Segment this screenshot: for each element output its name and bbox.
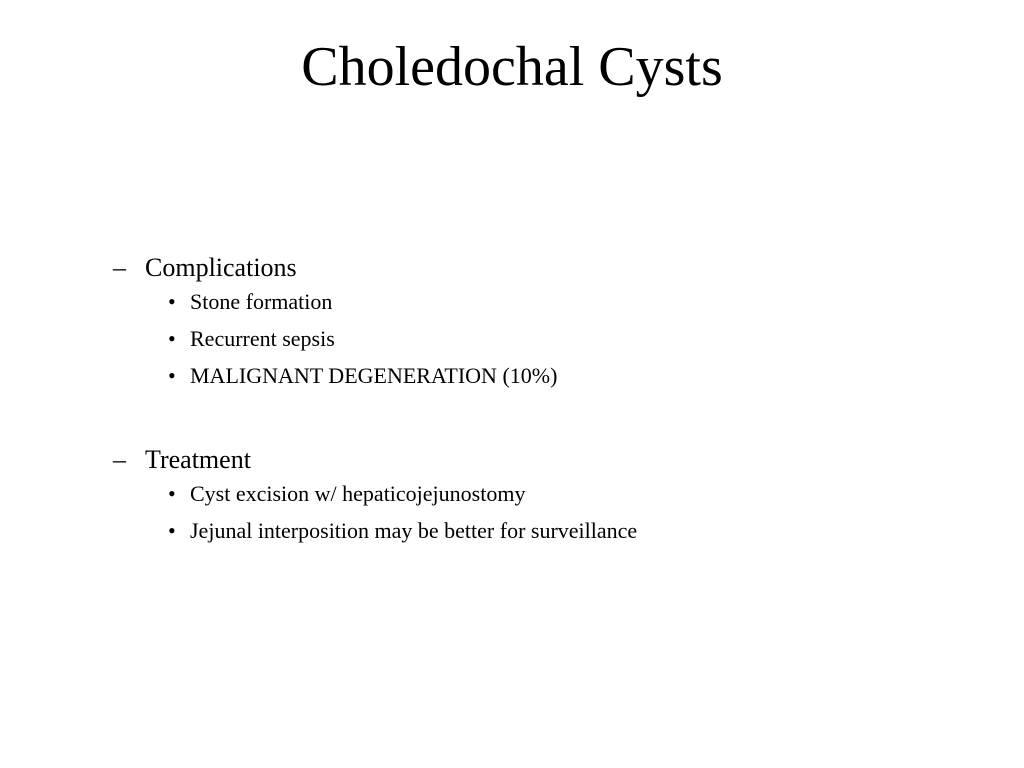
section-heading: Treatment [145,445,251,474]
bullet-marker: • [168,326,176,351]
list-item [113,326,973,352]
bullet-marker: • [168,363,176,388]
bullet-list [113,481,973,544]
dash-marker: – [113,445,126,474]
bullet-marker: • [168,289,176,314]
section-treatment [113,444,973,555]
list-item-text: Recurrent sepsis [190,326,335,351]
section-heading-row [113,444,973,476]
section-complications [113,252,973,400]
list-item [113,518,973,544]
list-item-text: Stone formation [190,289,333,314]
list-item-text: Jejunal interposition may be better for surveillance [190,518,638,543]
section-heading: Complications [145,253,297,282]
bullet-marker: • [168,518,176,543]
dash-marker: – [113,253,126,282]
slide-title: Choledochal Cysts [301,36,723,98]
bullet-marker: • [168,481,176,506]
list-item-text: Cyst excision w/ hepaticojejunostomy [190,481,526,506]
list-item [113,363,973,389]
list-item-text: MALIGNANT DEGENERATION (10%) [190,363,558,388]
list-item [113,481,973,507]
list-item [113,289,973,315]
section-heading-row [113,252,973,284]
bullet-list [113,289,973,389]
